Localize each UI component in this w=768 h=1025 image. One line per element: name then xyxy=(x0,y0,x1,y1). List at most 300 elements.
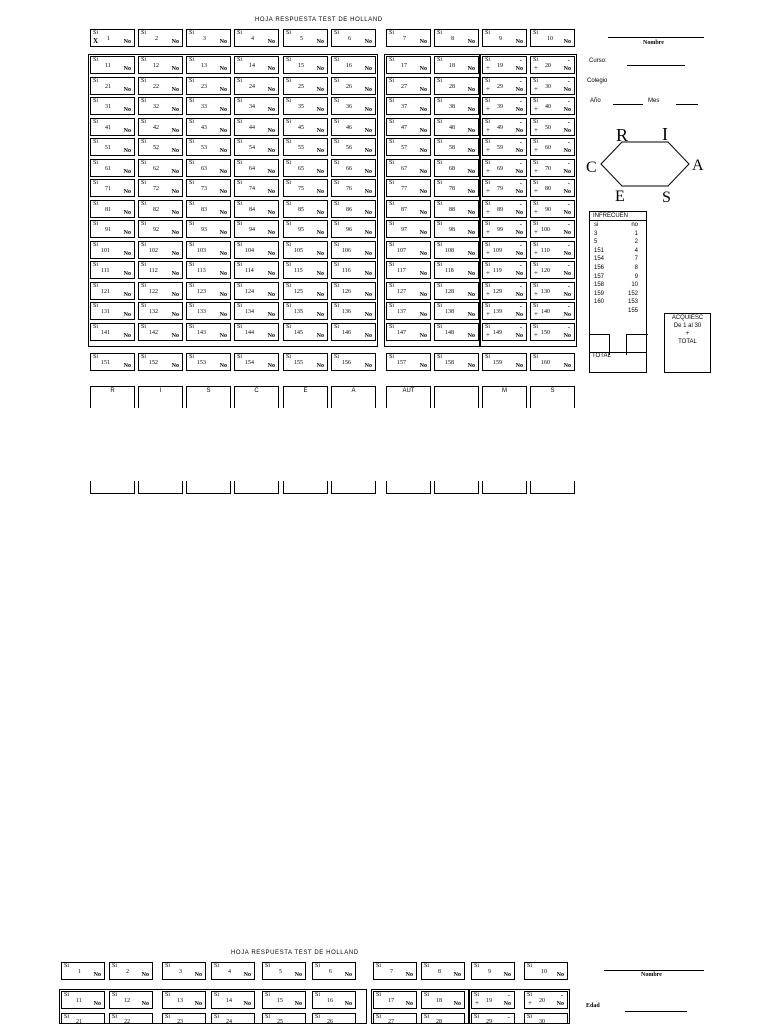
yes-label: Si xyxy=(485,119,491,125)
no-label: No xyxy=(515,148,523,154)
yes-label: Si xyxy=(237,78,243,84)
question-number: 58 xyxy=(449,145,455,151)
question-number: 81 xyxy=(105,207,111,213)
plus-mark: + xyxy=(534,167,538,175)
plus-mark: + xyxy=(534,269,538,277)
answer-cell-154[interactable] xyxy=(234,353,279,371)
question-number: 20 xyxy=(545,63,551,69)
yes-label: Si xyxy=(189,30,195,36)
question-number: 14 xyxy=(249,63,255,69)
question-number: 27 xyxy=(388,1019,394,1025)
yes-label: Si xyxy=(286,160,292,166)
yes-label: Si xyxy=(334,242,340,248)
yes-label: Si xyxy=(334,283,340,289)
scale-total-box-9[interactable] xyxy=(482,481,527,494)
yes-label: Si xyxy=(533,354,539,360)
question-number: 141 xyxy=(101,330,110,336)
question-number: 132 xyxy=(149,309,158,315)
no-label: No xyxy=(364,230,372,236)
infrequency-no-value: 155 xyxy=(627,307,638,314)
no-label: No xyxy=(123,230,131,236)
yes-label: Si xyxy=(437,180,443,186)
yes-label: Si xyxy=(112,1014,118,1020)
answer-cell-5[interactable] xyxy=(262,962,306,980)
yes-label: Si xyxy=(189,119,195,125)
question-number: 12 xyxy=(153,63,159,69)
answer-cell-160[interactable] xyxy=(530,353,575,371)
no-label: No xyxy=(364,292,372,298)
yes-label: Si xyxy=(141,160,147,166)
no-label: No xyxy=(364,169,372,175)
minus-mark: - xyxy=(567,282,570,290)
bottom-sheet-title: HOJA RESPUESTA TEST DE HOLLAND xyxy=(231,950,359,956)
hexagon-shape xyxy=(601,142,689,186)
yes-label: Si xyxy=(141,57,147,63)
yes-label: Si xyxy=(286,98,292,104)
no-label: No xyxy=(93,972,101,978)
yes-label: Si xyxy=(474,992,480,998)
infrequency-no-value: no xyxy=(631,222,638,228)
question-number: 12 xyxy=(124,998,130,1004)
plus-mark: + xyxy=(486,290,490,298)
answer-cell-9[interactable] xyxy=(482,29,527,47)
plus-mark: + xyxy=(534,85,538,93)
infrequency-box xyxy=(589,211,647,373)
yes-label: Si xyxy=(389,78,395,84)
no-label: No xyxy=(219,292,227,298)
hex-label-s: S xyxy=(662,189,671,206)
question-number: 137 xyxy=(397,309,406,315)
no-label: No xyxy=(267,292,275,298)
no-label: No xyxy=(515,271,523,277)
no-label: No xyxy=(123,169,131,175)
question-number: 150 xyxy=(541,330,550,336)
group-frame-2 xyxy=(384,54,480,347)
scale-total-box-1[interactable] xyxy=(90,481,135,494)
yes-label: Si xyxy=(533,78,539,84)
question-number: 59 xyxy=(497,145,503,151)
infrequency-row xyxy=(594,273,644,282)
bottom-name-line xyxy=(604,970,704,971)
answer-cell-2[interactable] xyxy=(109,962,153,980)
yes-label: Si xyxy=(93,283,99,289)
plus-mark: + xyxy=(534,146,538,154)
yes-label: Si xyxy=(334,139,340,145)
no-label: No xyxy=(563,363,571,369)
course-label: Curso: xyxy=(589,58,607,64)
no-label: No xyxy=(171,292,179,298)
question-number: 98 xyxy=(449,227,455,233)
no-label: No xyxy=(316,333,324,339)
yes-label: Si xyxy=(141,303,147,309)
no-label: No xyxy=(467,66,475,72)
yes-label: Si xyxy=(237,139,243,145)
question-number: 86 xyxy=(346,207,352,213)
yes-label: Si xyxy=(533,262,539,268)
yes-label: Si xyxy=(189,324,195,330)
answer-cell-159[interactable] xyxy=(482,353,527,371)
yes-label: Si xyxy=(93,201,99,207)
yes-label: Si xyxy=(237,119,243,125)
question-number: 124 xyxy=(245,289,254,295)
answer-cell-7[interactable] xyxy=(386,29,431,47)
yes-label: Si xyxy=(286,139,292,145)
yes-label: Si xyxy=(141,242,147,248)
no-label: No xyxy=(419,148,427,154)
answer-cell-155[interactable] xyxy=(283,353,328,371)
no-label: No xyxy=(123,271,131,277)
scale-total-box-4[interactable] xyxy=(234,481,279,494)
no-label: No xyxy=(467,312,475,318)
question-number: 85 xyxy=(298,207,304,213)
yes-label: Si xyxy=(533,160,539,166)
question-number: 10 xyxy=(547,36,553,42)
infrequency-row xyxy=(594,221,644,230)
yes-label: Si xyxy=(93,160,99,166)
minus-mark: - xyxy=(519,241,522,249)
answer-cell-4[interactable] xyxy=(211,962,255,980)
yes-label: Si xyxy=(165,1014,171,1020)
scale-column-4 xyxy=(234,386,279,408)
no-label: No xyxy=(467,271,475,277)
yes-label: Si xyxy=(334,30,340,36)
scale-total-box-3[interactable] xyxy=(186,481,231,494)
question-number: 125 xyxy=(294,289,303,295)
scale-total-box-2[interactable] xyxy=(138,481,183,494)
yes-label: Si xyxy=(533,180,539,186)
yes-label: Si xyxy=(237,283,243,289)
question-number: 49 xyxy=(497,125,503,131)
scale-column-3 xyxy=(186,386,231,408)
yes-label: Si xyxy=(533,98,539,104)
question-number: 87 xyxy=(401,207,407,213)
yes-label: Si xyxy=(315,1014,321,1020)
yes-label: Si xyxy=(533,119,539,125)
no-label: No xyxy=(123,39,131,45)
question-number: 92 xyxy=(153,227,159,233)
question-number: 34 xyxy=(249,104,255,110)
yes-label: Si xyxy=(286,324,292,330)
question-number: 11 xyxy=(105,63,111,69)
yes-label: Si xyxy=(334,221,340,227)
yes-label: Si xyxy=(485,354,491,360)
question-number: 146 xyxy=(342,330,351,336)
answer-cell-1[interactable] xyxy=(61,962,105,980)
question-number: 66 xyxy=(346,166,352,172)
yes-label: Si xyxy=(533,57,539,63)
minus-mark: - xyxy=(519,97,522,105)
scale-column-2 xyxy=(138,386,183,408)
yes-label: Si xyxy=(389,303,395,309)
infrequency-row xyxy=(594,290,644,299)
question-number: 75 xyxy=(298,186,304,192)
question-number: 38 xyxy=(449,104,455,110)
question-number: 40 xyxy=(545,104,551,110)
question-number: 84 xyxy=(249,207,255,213)
infrequency-rows xyxy=(594,221,644,316)
question-number: 117 xyxy=(397,268,406,274)
yes-label: Si xyxy=(485,98,491,104)
question-number: 46 xyxy=(346,125,352,131)
yes-label: Si xyxy=(189,78,195,84)
scale-label: C xyxy=(254,388,259,394)
question-number: 157 xyxy=(397,360,406,366)
no-label: No xyxy=(316,148,324,154)
yes-label: Si xyxy=(237,303,243,309)
question-number: 110 xyxy=(541,248,550,254)
answer-cell-3[interactable] xyxy=(162,962,206,980)
yes-label: Si xyxy=(165,992,171,998)
no-label: No xyxy=(219,128,227,134)
yes-label: Si xyxy=(437,78,443,84)
question-number: 57 xyxy=(401,145,407,151)
infrequency-no-value: 152 xyxy=(627,290,638,297)
yes-label: Si xyxy=(286,242,292,248)
no-label: No xyxy=(453,1001,461,1007)
minus-mark: - xyxy=(567,159,570,167)
yes-label: Si xyxy=(389,57,395,63)
question-number: 5 xyxy=(279,969,282,975)
yes-label: Si xyxy=(437,57,443,63)
answer-cell-6[interactable] xyxy=(331,29,376,47)
yes-label: Si xyxy=(437,262,443,268)
yes-label: Si xyxy=(533,139,539,145)
no-label: No xyxy=(123,333,131,339)
yes-label: Si xyxy=(389,354,395,360)
minus-mark: - xyxy=(519,179,522,187)
no-label: No xyxy=(141,972,149,978)
answer-cell-4[interactable] xyxy=(234,29,279,47)
question-number: 147 xyxy=(397,330,406,336)
question-number: 151 xyxy=(101,360,110,366)
no-label: No xyxy=(563,169,571,175)
no-label: No xyxy=(219,148,227,154)
answer-cell-2[interactable] xyxy=(138,29,183,47)
yes-label: Si xyxy=(189,221,195,227)
infrequency-row xyxy=(594,255,644,264)
question-number: 93 xyxy=(201,227,207,233)
question-number: 18 xyxy=(436,998,442,1004)
no-label: No xyxy=(123,128,131,134)
question-number: 23 xyxy=(177,1019,183,1025)
question-number: 55 xyxy=(298,145,304,151)
yes-label: Si xyxy=(93,303,99,309)
no-label: No xyxy=(503,972,511,978)
question-number: 6 xyxy=(329,969,332,975)
answer-cell-10[interactable] xyxy=(524,962,568,980)
no-label: No xyxy=(419,189,427,195)
no-label: No xyxy=(419,312,427,318)
yes-label: Si xyxy=(286,30,292,36)
yes-label: Si xyxy=(424,992,430,998)
question-number: 133 xyxy=(197,309,206,315)
answer-cell-1[interactable] xyxy=(90,29,135,47)
yes-label: Si xyxy=(265,963,271,969)
yes-label: Si xyxy=(485,262,491,268)
question-number: 26 xyxy=(346,84,352,90)
yes-label: Si xyxy=(286,354,292,360)
scale-total-box-6[interactable] xyxy=(331,481,376,494)
question-number: 106 xyxy=(342,248,351,254)
answer-cell-157[interactable] xyxy=(386,353,431,371)
infrequency-no-value: 4 xyxy=(634,247,638,254)
minus-mark: - xyxy=(567,97,570,105)
answer-cell-158[interactable] xyxy=(434,353,479,371)
yes-label: Si xyxy=(376,963,382,969)
yes-label: Si xyxy=(485,78,491,84)
yes-label: Si xyxy=(141,262,147,268)
plus-mark: + xyxy=(486,146,490,154)
x-mark: X xyxy=(93,37,99,45)
question-number: 29 xyxy=(497,84,503,90)
no-label: No xyxy=(141,1001,149,1007)
plus-mark: + xyxy=(486,331,490,339)
yes-label: Si xyxy=(189,180,195,186)
scale-total-box-7[interactable] xyxy=(386,481,431,494)
question-number: 8 xyxy=(451,36,454,42)
no-label: No xyxy=(219,169,227,175)
question-number: 24 xyxy=(249,84,255,90)
question-number: 103 xyxy=(197,248,206,254)
question-number: 16 xyxy=(346,63,352,69)
question-number: 139 xyxy=(493,309,502,315)
no-label: No xyxy=(453,972,461,978)
question-number: 33 xyxy=(201,104,207,110)
yes-label: Si xyxy=(189,242,195,248)
bottom-name-label: Nombre xyxy=(641,972,662,978)
answer-cell-153[interactable] xyxy=(186,353,231,371)
scale-total-box-5[interactable] xyxy=(283,481,328,494)
yes-label: Si xyxy=(389,119,395,125)
no-label: No xyxy=(316,292,324,298)
question-number: 119 xyxy=(493,268,502,274)
minus-mark: - xyxy=(560,991,563,999)
no-label: No xyxy=(467,333,475,339)
yes-label: Si xyxy=(165,963,171,969)
question-number: 31 xyxy=(105,104,111,110)
no-label: No xyxy=(267,148,275,154)
answer-cell-10[interactable] xyxy=(530,29,575,47)
question-number: 41 xyxy=(105,125,111,131)
yes-label: Si xyxy=(112,992,118,998)
answer-cell-152[interactable] xyxy=(138,353,183,371)
plus-mark: + xyxy=(534,310,538,318)
question-number: 65 xyxy=(298,166,304,172)
no-label: No xyxy=(515,66,523,72)
answer-cell-8[interactable] xyxy=(434,29,479,47)
no-label: No xyxy=(515,39,523,45)
question-number: 108 xyxy=(445,248,454,254)
scale-column-1 xyxy=(90,386,135,408)
question-number: 23 xyxy=(201,84,207,90)
question-number: 47 xyxy=(401,125,407,131)
no-label: No xyxy=(267,169,275,175)
yes-label: Si xyxy=(437,201,443,207)
yes-label: Si xyxy=(189,139,195,145)
infrequency-si-value: 158 xyxy=(594,282,605,289)
yes-label: Si xyxy=(189,57,195,63)
hex-label-r: R xyxy=(616,125,629,145)
yes-label: Si xyxy=(334,78,340,84)
no-label: No xyxy=(267,251,275,257)
no-label: No xyxy=(405,972,413,978)
no-label: No xyxy=(563,312,571,318)
no-label: No xyxy=(267,66,275,72)
question-number: 138 xyxy=(445,309,454,315)
no-label: No xyxy=(563,128,571,134)
no-label: No xyxy=(419,333,427,339)
question-number: 160 xyxy=(541,360,550,366)
scale-total-box-10[interactable] xyxy=(530,481,575,494)
no-label: No xyxy=(171,66,179,72)
question-number: 89 xyxy=(497,207,503,213)
yes-label: Si xyxy=(93,30,99,36)
month-label: Mes xyxy=(648,98,660,104)
yes-label: Si xyxy=(389,160,395,166)
no-label: No xyxy=(515,169,523,175)
no-label: No xyxy=(171,312,179,318)
yes-label: Si xyxy=(334,354,340,360)
question-number: 134 xyxy=(245,309,254,315)
question-number: 30 xyxy=(539,1019,545,1025)
no-label: No xyxy=(123,292,131,298)
question-number: 22 xyxy=(153,84,159,90)
bottom-age-line xyxy=(625,1011,687,1012)
scale-column-5 xyxy=(283,386,328,408)
answer-cell-9[interactable] xyxy=(471,962,515,980)
no-label: No xyxy=(467,292,475,298)
no-label: No xyxy=(316,271,324,277)
scale-total-box-8[interactable] xyxy=(434,481,479,494)
scale-label: A xyxy=(351,388,356,394)
infrequency-row xyxy=(594,264,644,273)
no-label: No xyxy=(563,148,571,154)
no-label: No xyxy=(563,87,571,93)
question-number: 20 xyxy=(539,998,545,1004)
question-number: 16 xyxy=(327,998,333,1004)
question-number: 154 xyxy=(245,360,254,366)
answer-cell-5[interactable] xyxy=(283,29,328,47)
question-number: 143 xyxy=(197,330,206,336)
answer-cell-8[interactable] xyxy=(421,962,465,980)
yes-label: Si xyxy=(533,30,539,36)
yes-label: Si xyxy=(265,992,271,998)
minus-mark: - xyxy=(567,302,570,310)
yes-label: Si xyxy=(315,992,321,998)
yes-label: Si xyxy=(376,1014,382,1020)
scale-label: S xyxy=(550,388,555,394)
question-number: 19 xyxy=(497,63,503,69)
plus-mark: + xyxy=(486,310,490,318)
no-label: No xyxy=(503,1001,511,1007)
yes-label: Si xyxy=(389,139,395,145)
answer-cell-3[interactable] xyxy=(186,29,231,47)
no-label: No xyxy=(267,189,275,195)
answer-cell-7[interactable] xyxy=(373,962,417,980)
yes-label: Si xyxy=(237,57,243,63)
plus-mark: + xyxy=(486,105,490,113)
answer-cell-151[interactable] xyxy=(90,353,135,371)
no-label: No xyxy=(515,128,523,134)
answer-cell-156[interactable] xyxy=(331,353,376,371)
answer-cell-6[interactable] xyxy=(312,962,356,980)
no-label: No xyxy=(267,363,275,369)
yes-label: Si xyxy=(141,98,147,104)
no-label: No xyxy=(515,87,523,93)
question-number: 73 xyxy=(201,186,207,192)
no-label: No xyxy=(267,107,275,113)
yes-label: Si xyxy=(533,201,539,207)
